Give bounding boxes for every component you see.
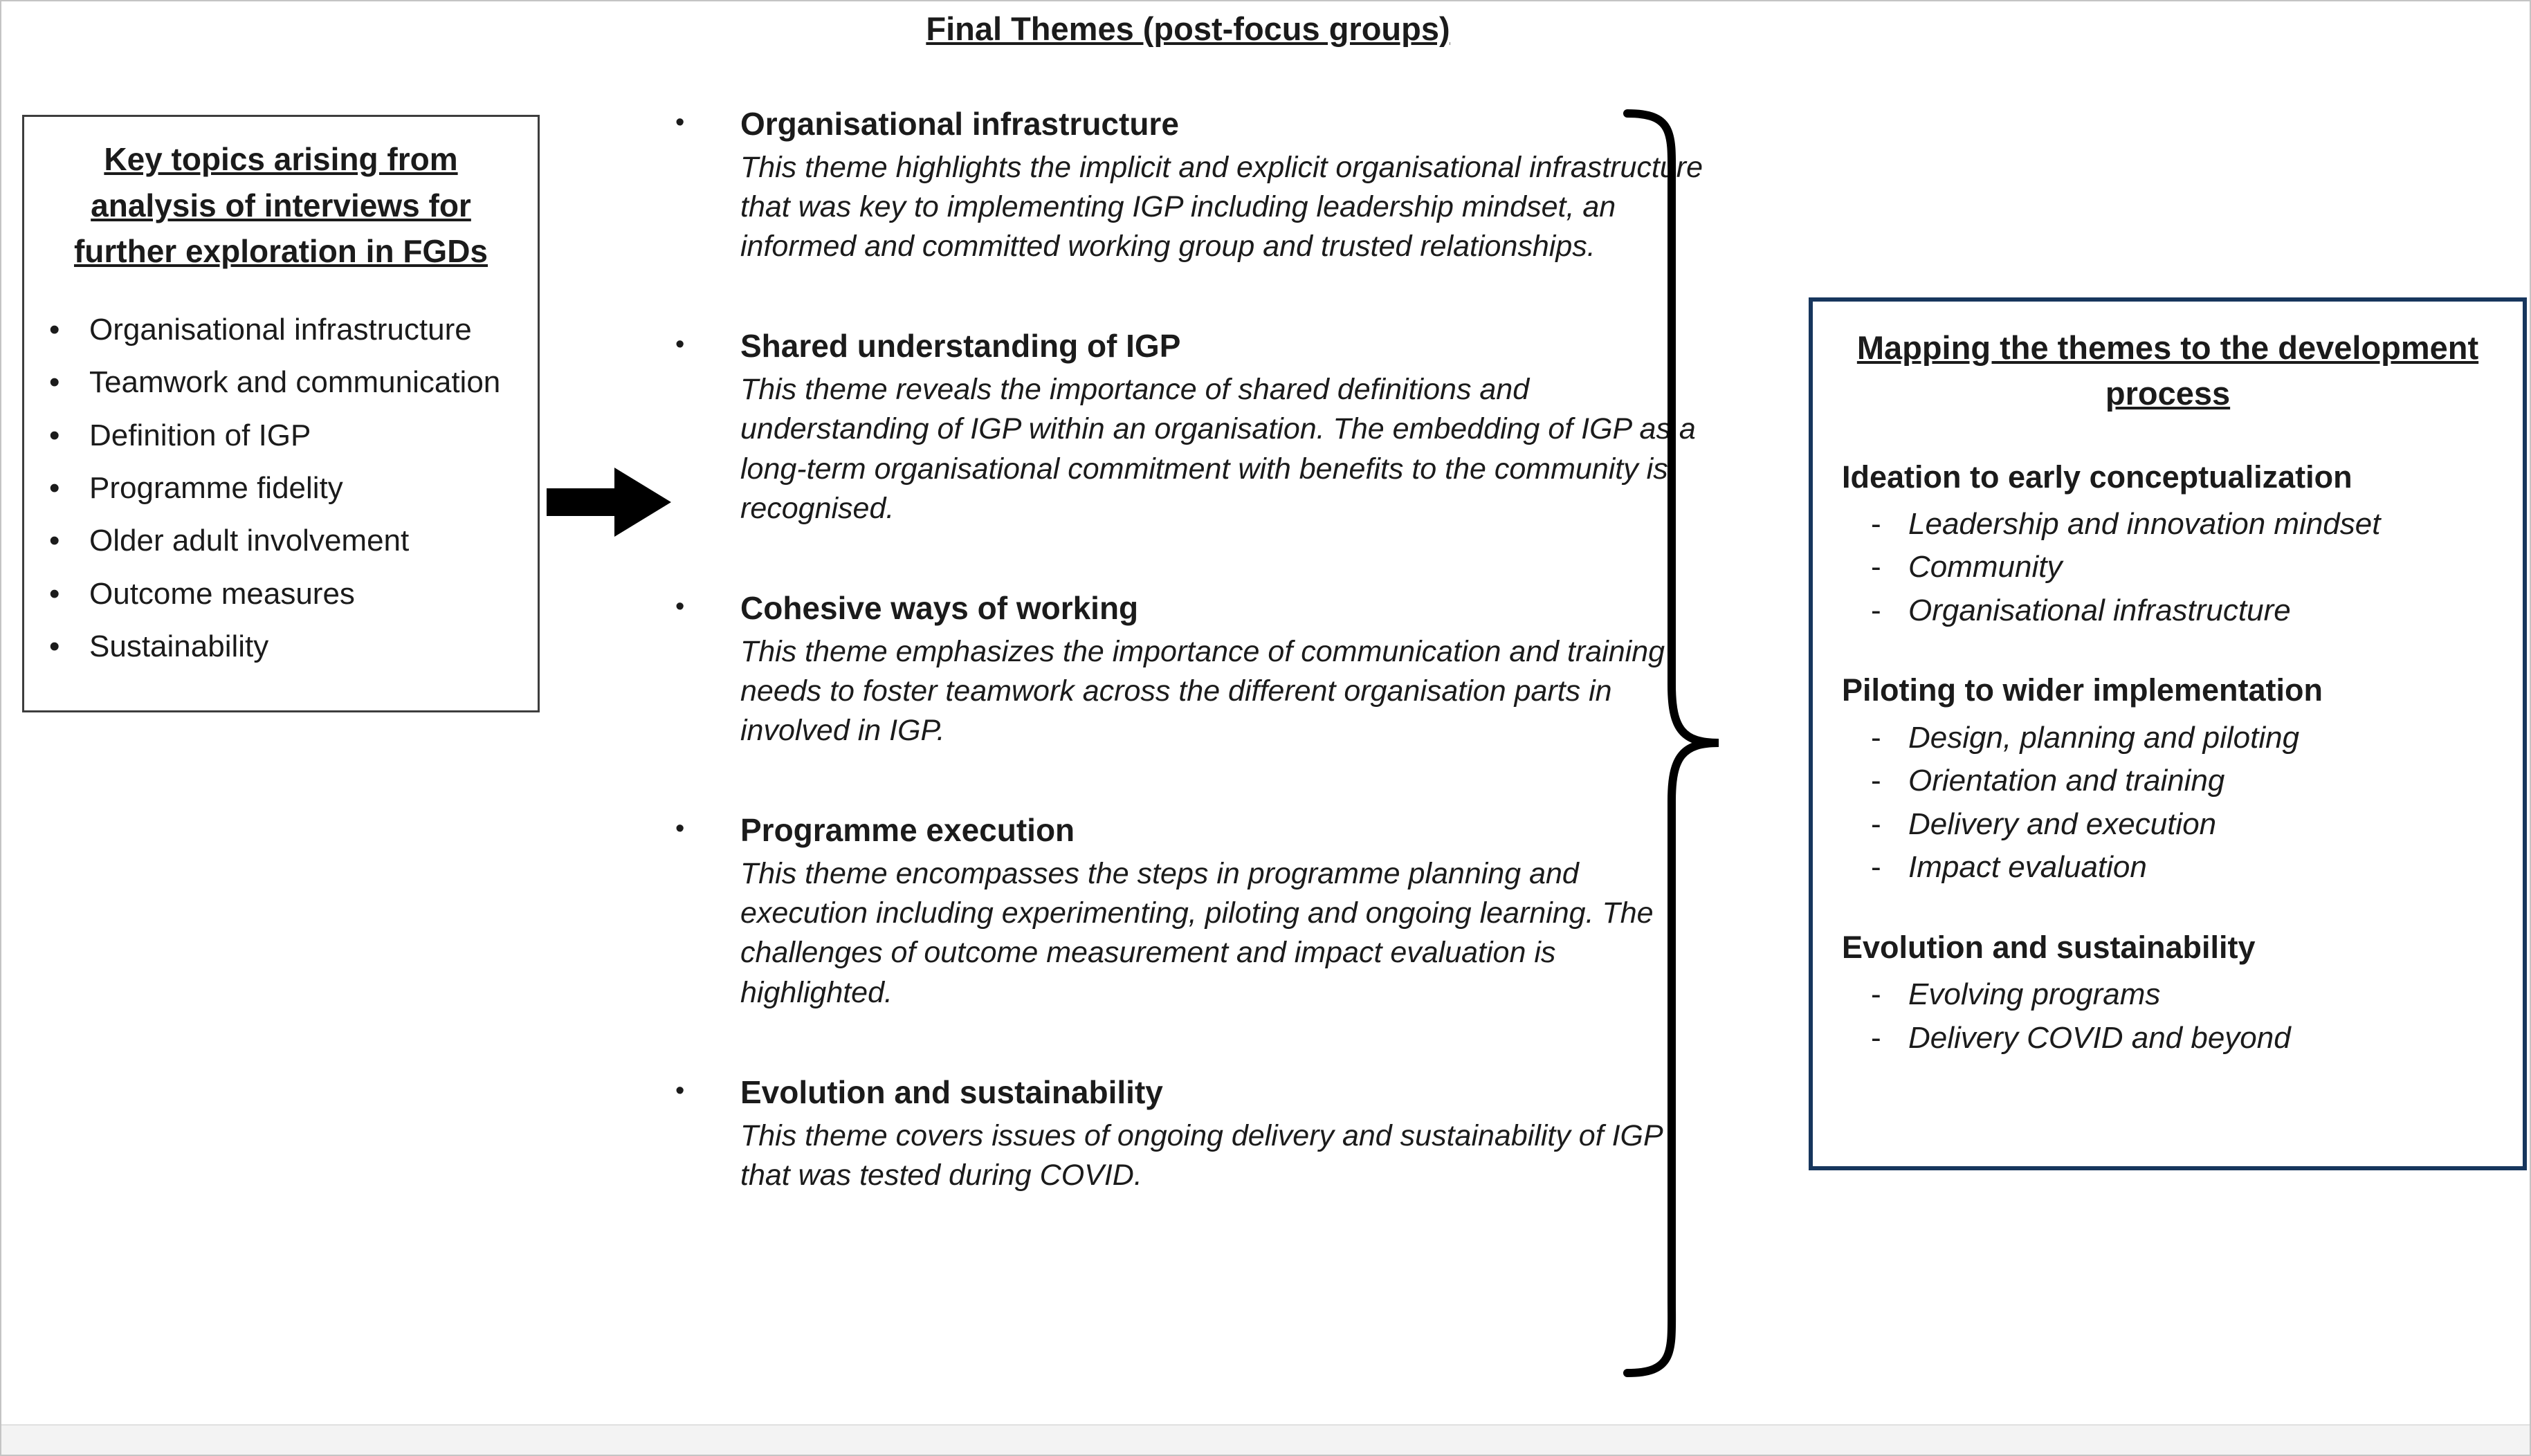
- mapping-item: - Design, planning and piloting: [1842, 717, 2494, 759]
- key-topics-box: [22, 115, 540, 712]
- theme-name: • Evolution and sustainability: [740, 1073, 1163, 1110]
- mapping-box: [1809, 297, 2527, 1170]
- bottom-strip: [1, 1424, 2530, 1455]
- mapping-item: - Orientation and training: [1842, 759, 2494, 802]
- topic-item: • Programme fidelity: [45, 469, 517, 508]
- mapping-groups: [1842, 457, 2494, 1060]
- theme-item: [674, 588, 1705, 750]
- key-topics-list: [45, 311, 517, 666]
- mapping-item: - Leadership and innovation mindset: [1842, 503, 2494, 546]
- mapping-group: [1842, 670, 2494, 889]
- mapping-item: - Delivery and execution: [1842, 803, 2494, 846]
- mapping-group: [1842, 457, 2494, 633]
- mapping-item: - Impact evaluation: [1842, 846, 2494, 889]
- theme-description: This theme covers issues of ongoing delivery and sustainability of IGP that was tested during COVID.: [740, 1118, 1663, 1192]
- mapping-item: - Organisational infrastructure: [1842, 589, 2494, 632]
- mapping-group-items: [1842, 717, 2494, 890]
- theme-item: [674, 810, 1705, 1013]
- topic-item: • Older adult involvement: [45, 522, 517, 560]
- theme-description: This theme encompasses the steps in programme planning and execution including experimenting, piloting and ongoing learning. The challenges of outcome measurement and impact evaluation is highlighted.: [740, 857, 1654, 1009]
- topic-item: • Outcome measures: [45, 575, 517, 614]
- final-themes-list: [674, 104, 1705, 1255]
- mapping-group-items: [1842, 503, 2494, 632]
- topic-item: • Teamwork and communication: [45, 363, 517, 402]
- theme-description: This theme highlights the implicit and explicit organisational infrastructure that was key to implementing IGP including leadership mindset, an informed and committed working group and trusted relationships.: [740, 150, 1703, 264]
- theme-item: [674, 104, 1705, 266]
- mapping-item: - Community: [1842, 546, 2494, 589]
- arrow-right-icon: [547, 463, 671, 541]
- topic-item: • Definition of IGP: [45, 416, 517, 455]
- mapping-group-heading: Piloting to wider implementation: [1842, 672, 2323, 708]
- theme-description: This theme emphasizes the importance of communication and training needs to foster teamwork across the different organisation parts in involved in IGP.: [740, 634, 1665, 748]
- theme-item: [674, 326, 1705, 528]
- mapping-group: [1842, 927, 2494, 1060]
- theme-name: • Programme execution: [740, 812, 1075, 849]
- mapping-group-items: [1842, 973, 2494, 1060]
- curly-brace-icon: [1622, 105, 1726, 1381]
- theme-name: • Shared understanding of IGP: [740, 328, 1181, 365]
- mapping-group-heading: Ideation to early conceptualization: [1842, 459, 2352, 495]
- final-themes-title: Final Themes (post-focus groups): [926, 10, 1450, 47]
- topic-item: • Organisational infrastructure: [45, 311, 517, 349]
- topic-item: • Sustainability: [45, 627, 517, 666]
- mapping-box-title: Mapping the themes to the development process: [1856, 329, 2479, 412]
- mapping-group-heading: Evolution and sustainability: [1842, 929, 2256, 965]
- theme-item: [674, 1072, 1705, 1195]
- mapping-item: - Delivery COVID and beyond: [1842, 1017, 2494, 1060]
- mapping-item: - Evolving programs: [1842, 973, 2494, 1016]
- key-topics-title: Key topics arising from analysis of interviews for further exploration in FGDs: [73, 141, 488, 270]
- theme-description: This theme reveals the importance of shared definitions and understanding of IGP within an organisation. The embedding of IGP as a long-term organisational commitment with benefits to the community is recognised.: [740, 373, 1696, 525]
- theme-name: • Organisational infrastructure: [740, 106, 1179, 142]
- theme-name: • Cohesive ways of working: [740, 589, 1139, 626]
